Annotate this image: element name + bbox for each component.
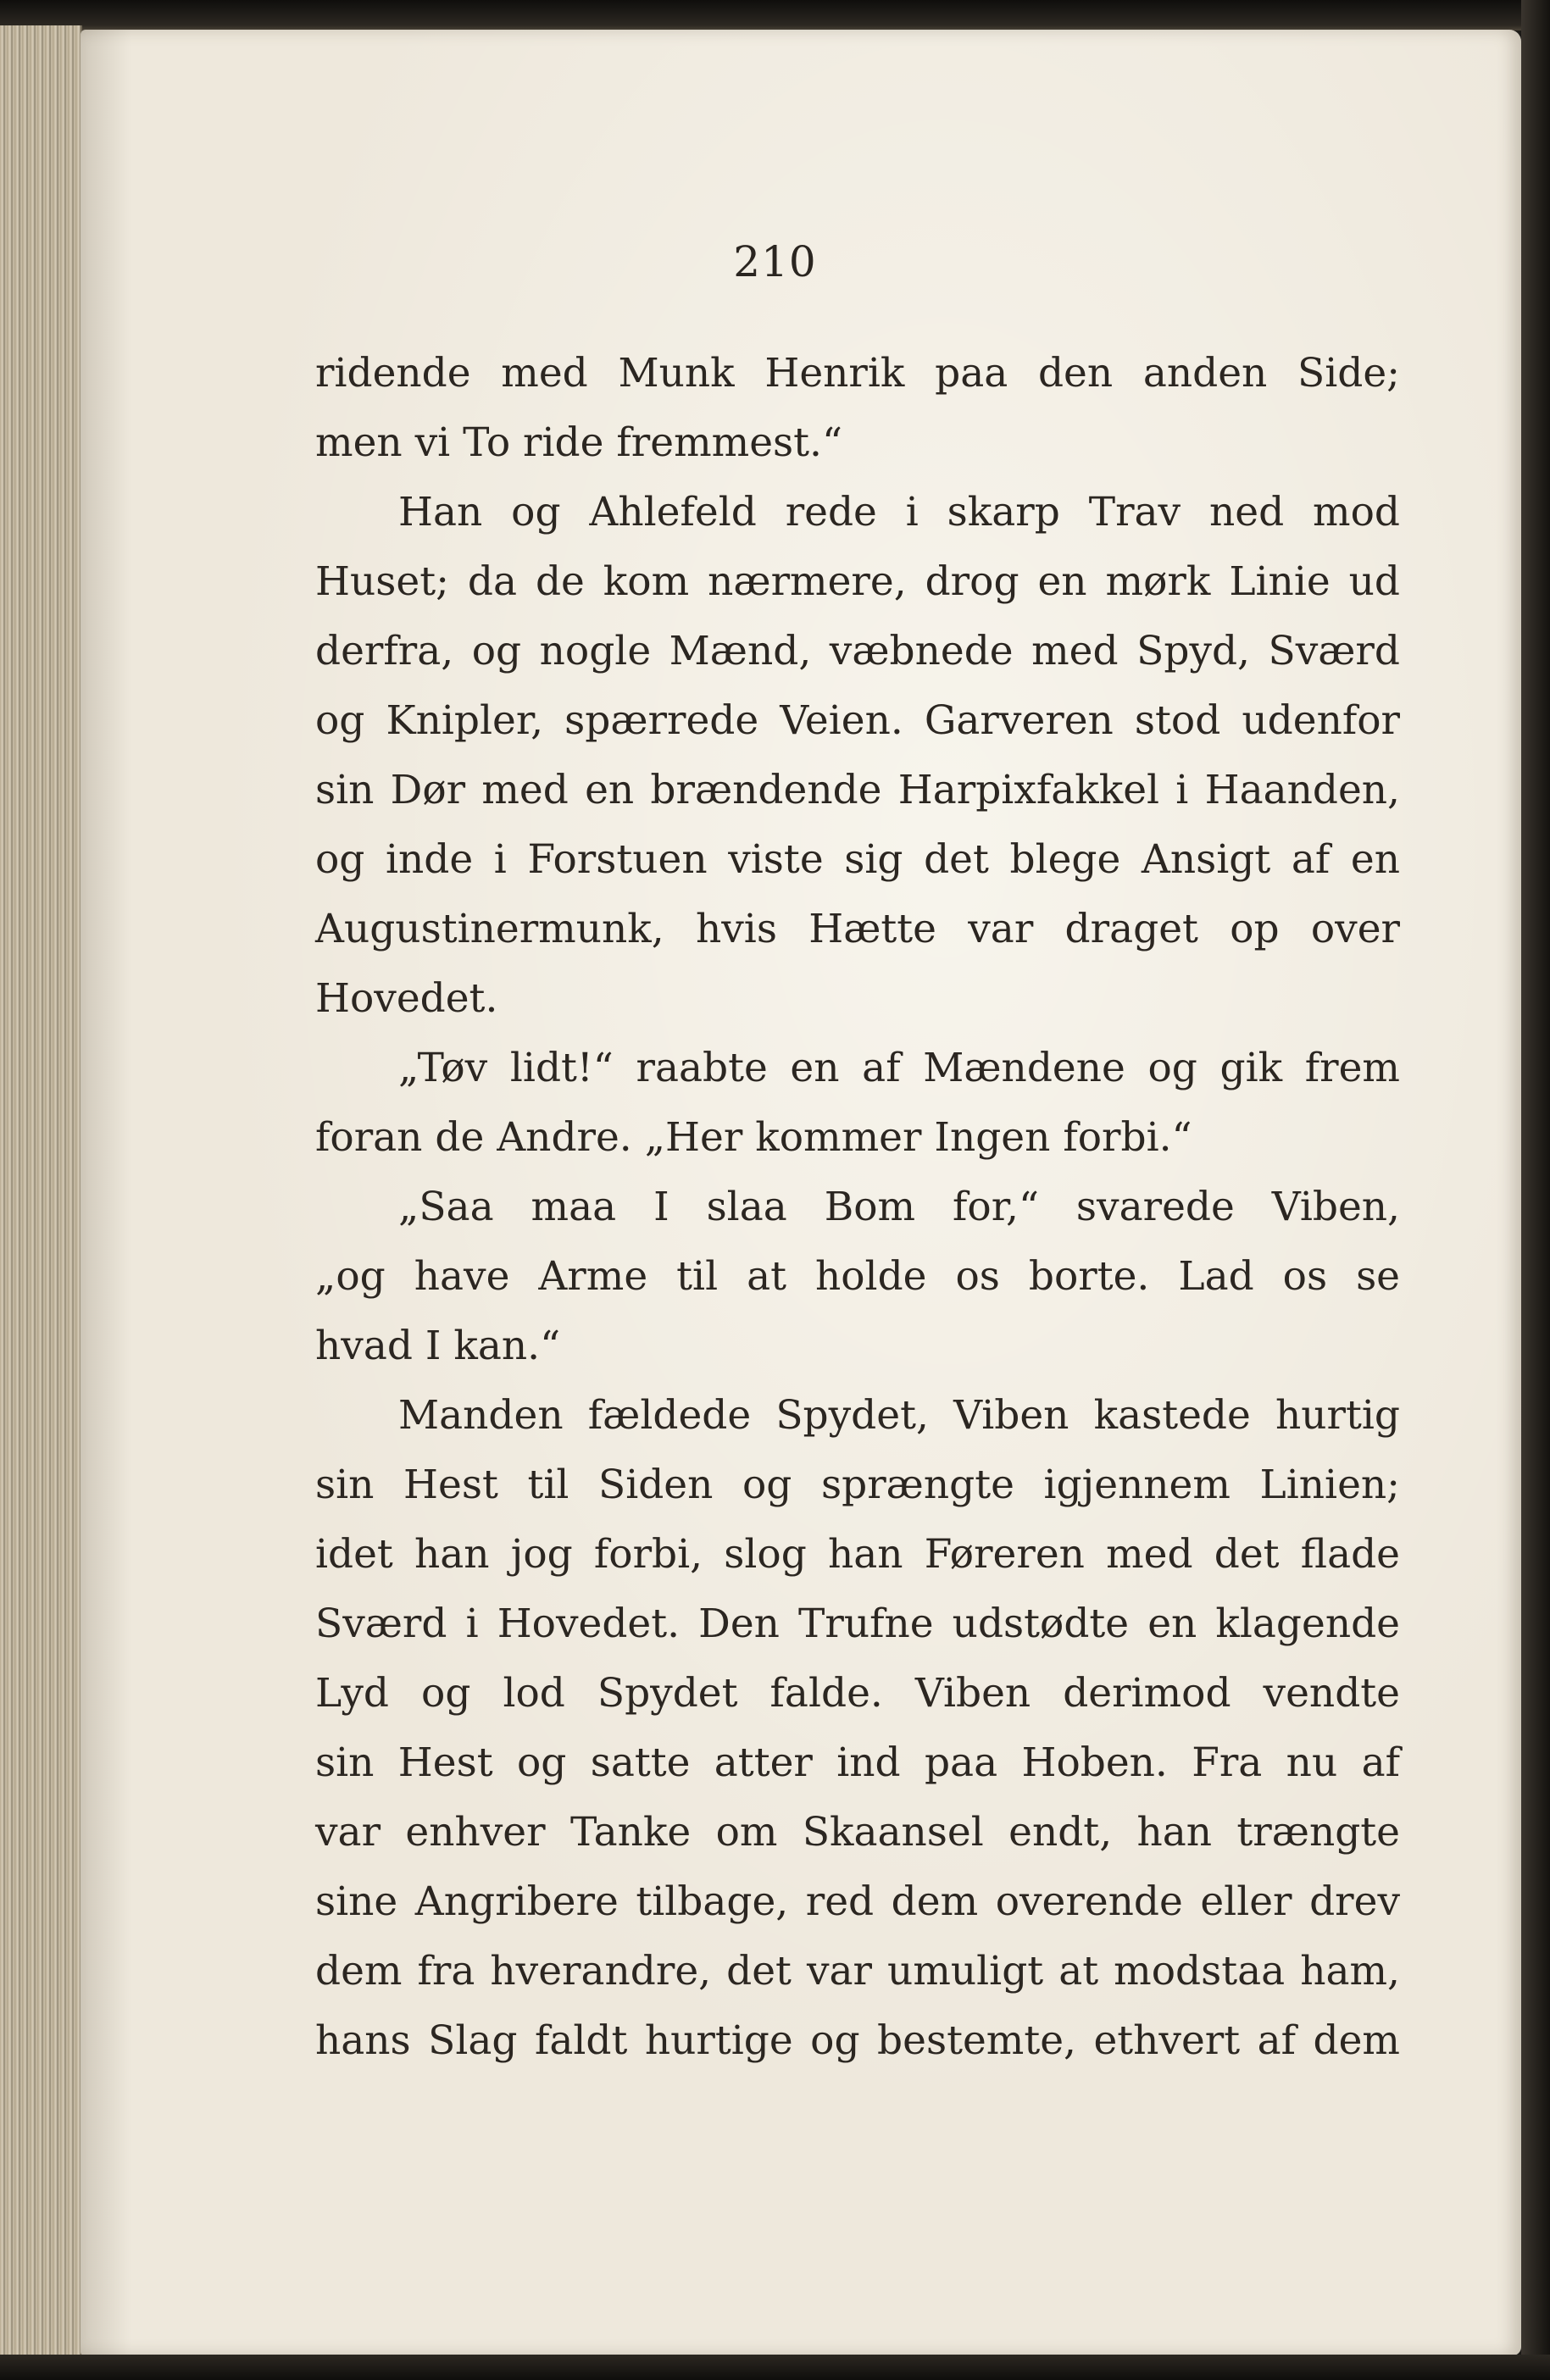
text-line: „Tøv lidt!“ raabte en af Mændene og gik frem xyxy=(398,1045,1400,1091)
text-line: sin Dør med en brændende Harpixfakkel i Haanden, xyxy=(315,767,1400,813)
page-stack-edges xyxy=(0,25,82,2364)
text-line: derfra, og nogle Mænd, væbnede med Spyd, Sværd xyxy=(315,628,1400,674)
text-line: Lyd og lod Spydet falde. Viben derimod vendte xyxy=(315,1670,1400,1717)
text-line: hvad I kan.“ xyxy=(315,1323,561,1369)
page-number: 210 xyxy=(733,237,817,286)
text-line: men vi To ride fremmest.“ xyxy=(315,419,842,466)
text-line: „Saa maa I slaa Bom for,“ svarede Viben, xyxy=(398,1184,1400,1230)
text-line: dem fra hverandre, det var umuligt at modstaa ham, xyxy=(315,1948,1400,1994)
text-line: Sværd i Hovedet. Den Trufne udstødte en klagende xyxy=(315,1601,1400,1647)
text-line: sine Angribere tilbage, red dem overende eller drev xyxy=(315,1878,1400,1925)
text-line: idet han jog forbi, slog han Føreren med det flade xyxy=(315,1531,1400,1578)
text-line: Augustinermunk, hvis Hætte var draget op over xyxy=(315,906,1400,952)
text-line: sin Hest til Siden og sprængte igjennem Linien; xyxy=(315,1462,1400,1508)
binding-shadow xyxy=(1521,0,1550,2380)
text-line: Huset; da de kom nærmere, drog en mørk Linie ud xyxy=(315,558,1400,605)
text-line: hans Slag faldt hurtige og bestemte, ethvert af dem xyxy=(315,2017,1400,2064)
text-line: Han og Ahlefeld rede i skarp Trav ned mod xyxy=(398,489,1400,535)
text-line: ridende med Munk Henrik paa den anden Side; xyxy=(315,350,1400,397)
text-line: var enhver Tanke om Skaansel endt, han trængte xyxy=(315,1809,1400,1856)
body-text xyxy=(315,339,1400,2076)
text-line: „og have Arme til at holde os borte. Lad os se xyxy=(315,1253,1400,1300)
text-line: Hovedet. xyxy=(315,975,498,1022)
text-line: og inde i Forstuen viste sig det blege Ansigt af en xyxy=(315,836,1400,883)
scan-top-edge xyxy=(0,0,1550,31)
scan-bottom-edge xyxy=(0,2355,1550,2380)
text-line: Manden fældede Spydet, Viben kastede hurtig xyxy=(398,1392,1400,1439)
text-line: og Knipler, spærrede Veien. Garveren stod udenfor xyxy=(315,697,1400,744)
text-line: foran de Andre. „Her kommer Ingen forbi.“ xyxy=(315,1114,1192,1161)
text-line: sin Hest og satte atter ind paa Hoben. Fra nu af xyxy=(315,1739,1400,1786)
